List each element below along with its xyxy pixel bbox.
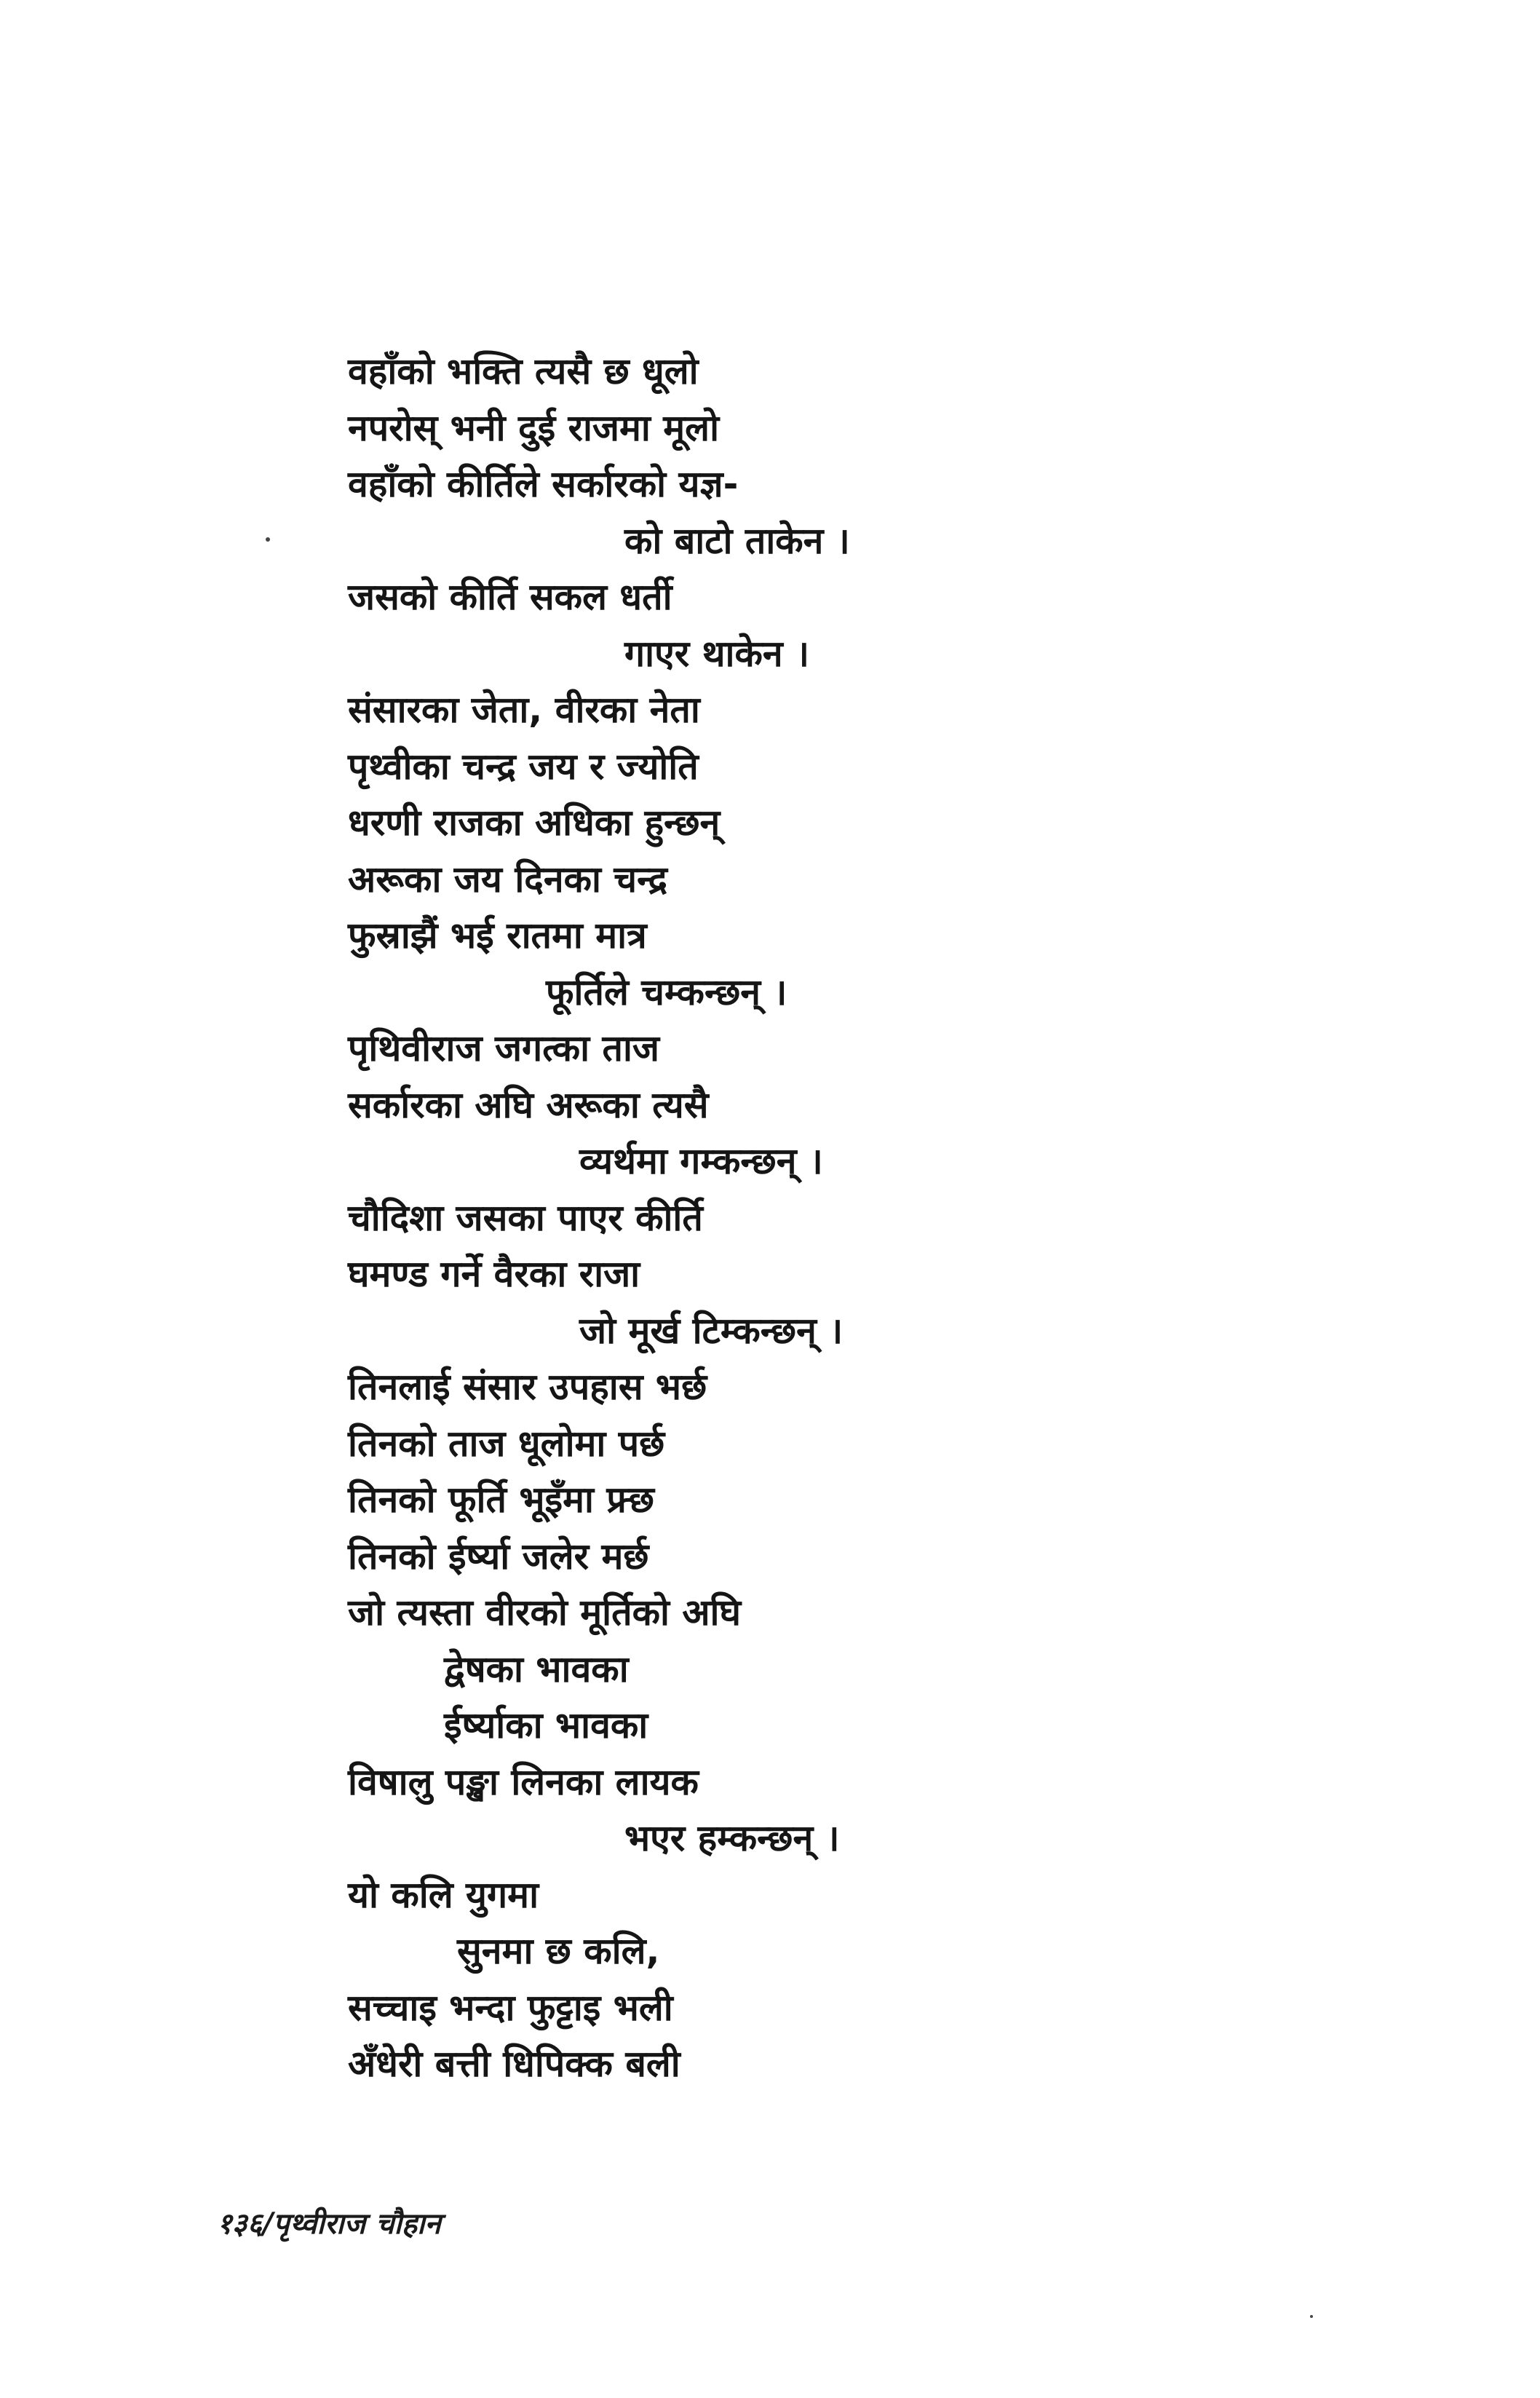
poem-line: ईर्ष्याका भावका bbox=[444, 1704, 648, 1746]
scan-speck bbox=[1310, 2315, 1313, 2318]
poem-line: पृथ्वीका चन्द्र जय र ज्योति bbox=[348, 745, 699, 788]
poem-line: धरणी राजका अधिका हुन्छन् bbox=[348, 802, 721, 844]
poem-line: तिनको ईर्ष्या जलेर मर्छ bbox=[348, 1535, 649, 1578]
poem-line: फुस्राझैं भई रातमा मात्र bbox=[348, 914, 647, 957]
poem-line: जो मूर्ख टिम्कन्छन् । bbox=[579, 1309, 844, 1352]
poem-line: चौदिशा जसका पाएर कीर्ति bbox=[348, 1196, 703, 1239]
scan-speck bbox=[266, 537, 270, 542]
poem-line: वहाँको भक्ति त्यसै छ धूलो bbox=[348, 350, 699, 392]
poem-line: सुनमा छ कलि, bbox=[457, 1930, 660, 1972]
poem-line: घमण्ड गर्ने वैरका राजा bbox=[348, 1253, 640, 1295]
poem-line: सर्कारका अघि अरूका त्यसै bbox=[348, 1083, 709, 1126]
poem-line: तिनको ताज धूलोमा पर्छ bbox=[348, 1422, 665, 1465]
poem-line: द्वेषका भावका bbox=[444, 1647, 629, 1690]
poem-line: भएर हम्कन्छन् । bbox=[624, 1817, 840, 1859]
poem-line: वहाँको कीर्तिले सर्कारको यज्ञ- bbox=[348, 463, 739, 505]
poem-line: पृथिवीराज जगत्का ताज bbox=[348, 1027, 660, 1069]
poem-line: तिनको फूर्ति भूइँमा फ्र्छ bbox=[348, 1479, 654, 1521]
poem-text bbox=[348, 344, 1250, 2093]
poem-line: जसको कीर्ति सकल धर्ती bbox=[348, 576, 672, 618]
poem-line: अरूका जय दिनका चन्द्र bbox=[348, 858, 668, 901]
poem-line: यो कलि युगमा bbox=[348, 1873, 539, 1916]
poem-line: सच्चाइ भन्दा फुट्टाइ भली bbox=[348, 1986, 673, 2029]
poem-line: नपरोस् भनी दुई राजमा मूलो bbox=[348, 406, 720, 449]
poem-line: संसारका जेता, वीरका नेता bbox=[348, 689, 700, 731]
poem-line: अँधेरी बत्ती धिपिक्क बली bbox=[348, 2043, 680, 2085]
poem-line: गाएर थाकेन । bbox=[624, 632, 810, 675]
poem-line: तिनलाई संसार उपहास भर्छ bbox=[348, 1366, 707, 1408]
page-footer: १३६/पृथ्वीराज चौहान bbox=[217, 2207, 441, 2241]
poem-line: को बाटो ताकेन । bbox=[624, 519, 850, 562]
poem-line: फूर्तिले चम्कन्छन् । bbox=[546, 970, 787, 1013]
poem-line: विषालु पङ्खा लिनका लायक bbox=[348, 1760, 699, 1803]
poem-line: व्यर्थमा गम्कन्छन् । bbox=[579, 1140, 823, 1182]
poem-line: जो त्यस्ता वीरको मूर्तिको अघि bbox=[348, 1591, 742, 1634]
